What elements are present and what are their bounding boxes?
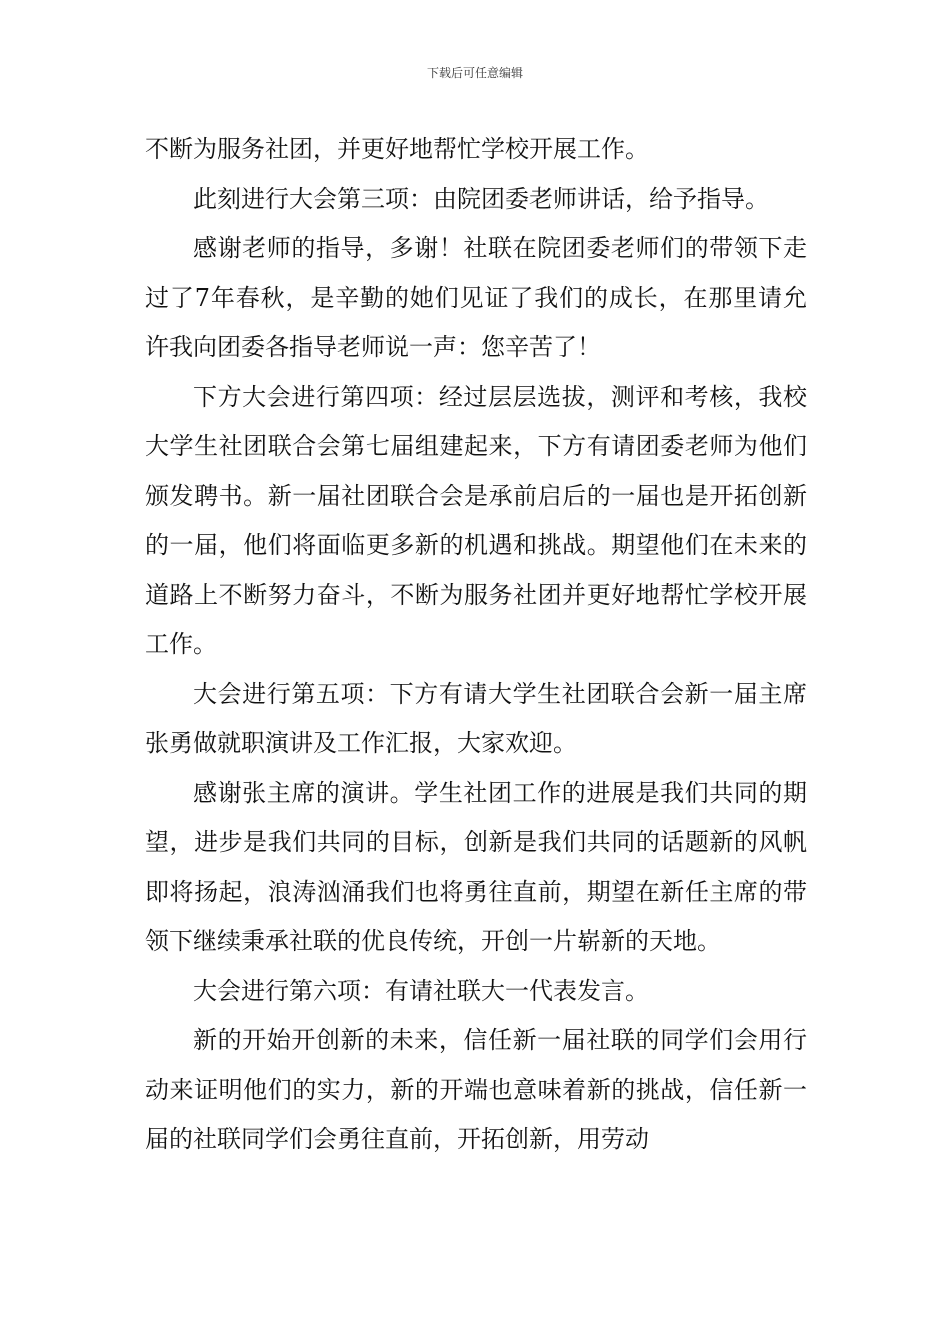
- paragraph-continuation: 不断为服务社团，并更好地帮忙学校开展工作。: [145, 135, 649, 163]
- paragraph-agenda-item-four: 下方大会进行第四项：经过层层选拔，测评和考核，我校大学生社团联合会第七届组建起来，下方有请团委老师为他们颁发聘书。新一届社团联合会是承前启后的一届也是开拓创新的一届，他们将面临更多新的机遇和挑战。期望他们在未来的道路上不断努力奋斗，不断为服务社团并更好地帮忙学校开展工作。: [145, 382, 807, 658]
- page-header: 下载后可任意编辑: [426, 66, 523, 80]
- paragraph-new-beginning: 新的开始开创新的未来，信任新一届社联的同学们会用行动来证明他们的实力，新的开端也意味着新的挑战，信任新一届的社联同学们会勇往直前，开拓创新，用劳动: [145, 1026, 807, 1153]
- paragraph-agenda-item-six: 大会进行第六项：有请社联大一代表发言。: [193, 976, 649, 1005]
- paragraph-thanks-chairman: 感谢张主席的演讲。学生社团工作的进展是我们共同的期望，进步是我们共同的目标，创新是我们共同的话题新的风帆即将扬起，浪涛汹涌我们也将勇往直前，期望在新任主席的带领下继续秉承社联的优良传统，开创一片崭新的天地。: [145, 778, 807, 955]
- document-body: [145, 125, 807, 1165]
- paragraph-agenda-item-five: 大会进行第五项：下方有请大学生社团联合会新一届主席张勇做就职演讲及工作汇报，大家欢迎。: [145, 679, 807, 757]
- paragraph-thanks-teachers: 感谢老师的指导，多谢！社联在院团委老师们的带领下走过了7年春秋，是辛勤的她们见证了我们的成长，在那里请允许我向团委各指导老师说一声：您辛苦了！: [145, 234, 807, 361]
- paragraph-agenda-item-three: 此刻进行大会第三项：由院团委老师讲话，给予指导。: [193, 184, 769, 213]
